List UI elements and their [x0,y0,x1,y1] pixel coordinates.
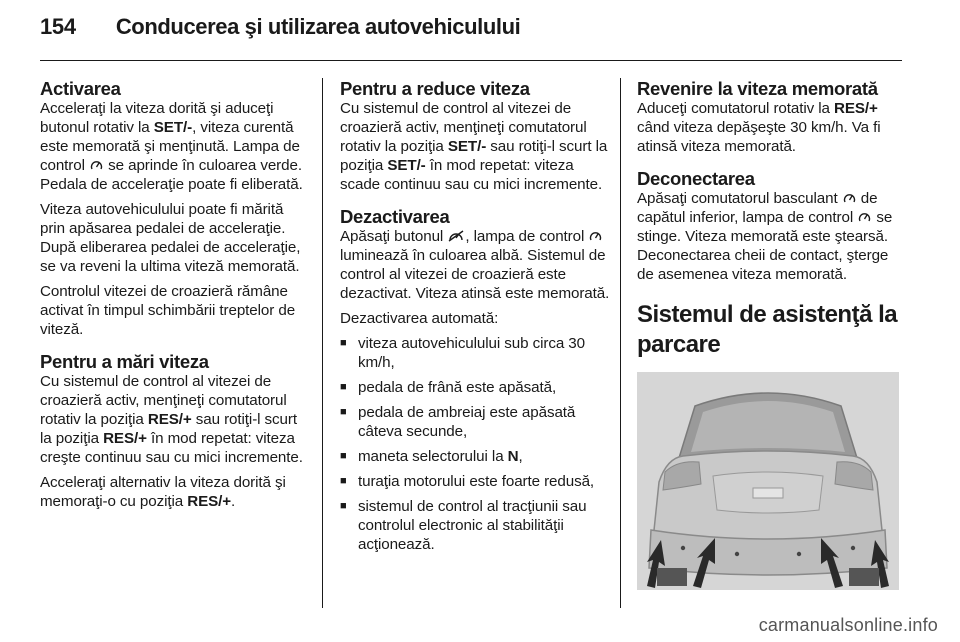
paragraph [340,227,610,303]
paragraph [40,473,312,511]
section-heading-revenire: Revenire la viteza memorată [637,78,878,99]
paragraph [40,99,312,194]
text: Cu sistemul de control al vitezei de croazieră activ, menţineţi comutatorul rotativ la poziţia [340,100,587,155]
section-heading-dezactivarea: Dezactivarea [340,206,450,227]
auto-deactivation-list [340,334,610,554]
text: Acceleraţi la viteza dorită şi aduceţi butonul rotativ la [40,100,274,136]
text: se stinge. Viteza memorată este ştearsă. Deconectarea cheii de contact, şterge de asemenea viteza memorată. [637,209,893,283]
paragraph: Dezactivarea automată: [340,310,499,327]
section-heading-reducere-viteza: Pentru a reduce viteza [340,78,530,99]
paragraph: Controlul vitezei de croazieră rămâne activat în timpul schimbării treptelor de viteză. [40,283,296,338]
cruise-control-lamp-icon [589,230,602,242]
cruise-control-lamp-icon [858,211,871,223]
text: sau rotiţi-l scurt la poziţia [40,411,297,447]
text: în mod repetat: viteza creşte continuu sau cu mici incremente. [40,430,303,466]
list-item: ■ sistemul de control al tracţiunii sau controlul electronic al stabilităţii acţionează. [340,497,610,554]
text: Apăsaţi butonul [340,228,448,245]
text: Aduceţi comutatorul rotativ la [637,100,834,117]
page-header [40,14,520,44]
paragraph [340,99,610,194]
section-heading-marire-viteza: Pentru a mări viteza [40,351,209,372]
text: se aprinde în culoarea verde. Pedala de acceleraţie poate fi eliberată. [40,157,303,193]
text: maneta selectorului la [358,448,508,465]
watermark: carmanualsonline.info [758,615,938,635]
text: , viteza curentă este memorată şi menţinută. Lampa de control [40,119,300,174]
page-title: Conducerea şi utilizarea autovehiculului [115,14,521,39]
text: când viteza depăşeşte 30 km/h. Va fi atinsă viteza memorată. [637,119,881,155]
res-label: RES/+ [187,493,232,510]
res-label: RES/+ [103,430,147,447]
paragraph [40,372,312,467]
res-label: RES/+ [833,100,878,117]
cruise-control-lamp-icon [843,192,856,204]
list-item: ■ turaţia motorului este foarte redusă, [340,472,610,491]
parking-sensor-illustration [637,372,899,590]
car-rear-drawing [637,372,899,590]
section-title-parking-assist: Sistemul de asistenţă la parcare [637,301,898,358]
text: . [231,493,236,510]
cruise-cancel-icon [448,230,464,242]
text: sau rotiţi-l scurt la poziţia [340,138,608,174]
text: luminează în culoarea albă. Sistemul de control al vitezei de croazieră este dezactivat. Viteza atinsă este memorată. [340,247,610,302]
text: în mod repetat: viteza scade continuu sau cu mici incremente. [340,157,603,193]
text: de capătul inferior, lampa de control [637,190,878,226]
gear-n-label: N [507,448,519,465]
text: Cu sistemul de control al vitezei de croazieră activ, menţineţi comutatorul rotativ la poziţia [40,373,287,428]
set-label: SET/- [153,119,193,136]
text: , lampa de control [465,228,589,245]
column-divider [620,78,621,608]
column-divider [322,78,323,608]
section-heading-deconectarea: Deconectarea [637,168,755,189]
text: Apăsaţi comutatorul basculant [637,190,842,207]
paragraph [637,99,907,156]
text: , [518,448,523,465]
paragraph: Viteza autovehiculului poate fi mărită prin apăsarea pedalei de acceleraţie. După eliberarea pedalei de acceleraţie, se va reveni la ultima viteză memorată. [40,201,301,275]
text: Acceleraţi alternativ la viteza dorită şi memoraţi-o cu poziţia [40,474,286,510]
list-item: ■ pedala de frână este apăsată, [340,378,610,397]
set-label: SET/- [387,157,426,174]
paragraph [637,189,907,284]
section-heading-activarea: Activarea [40,78,121,99]
list-item [340,447,610,466]
column-2 [340,78,610,560]
list-item: ■ pedala de ambreiaj este apăsată câteva secunde, [340,403,610,441]
list-item: ■ viteza autovehiculului sub circa 30 km/h, [340,334,610,372]
set-label: SET/- [447,138,487,155]
header-rule [40,60,902,61]
cruise-control-lamp-icon [90,159,103,171]
page-number: 154 [40,14,76,39]
res-label: RES/+ [147,411,192,428]
column-1 [40,78,312,517]
column-3 [637,78,907,590]
